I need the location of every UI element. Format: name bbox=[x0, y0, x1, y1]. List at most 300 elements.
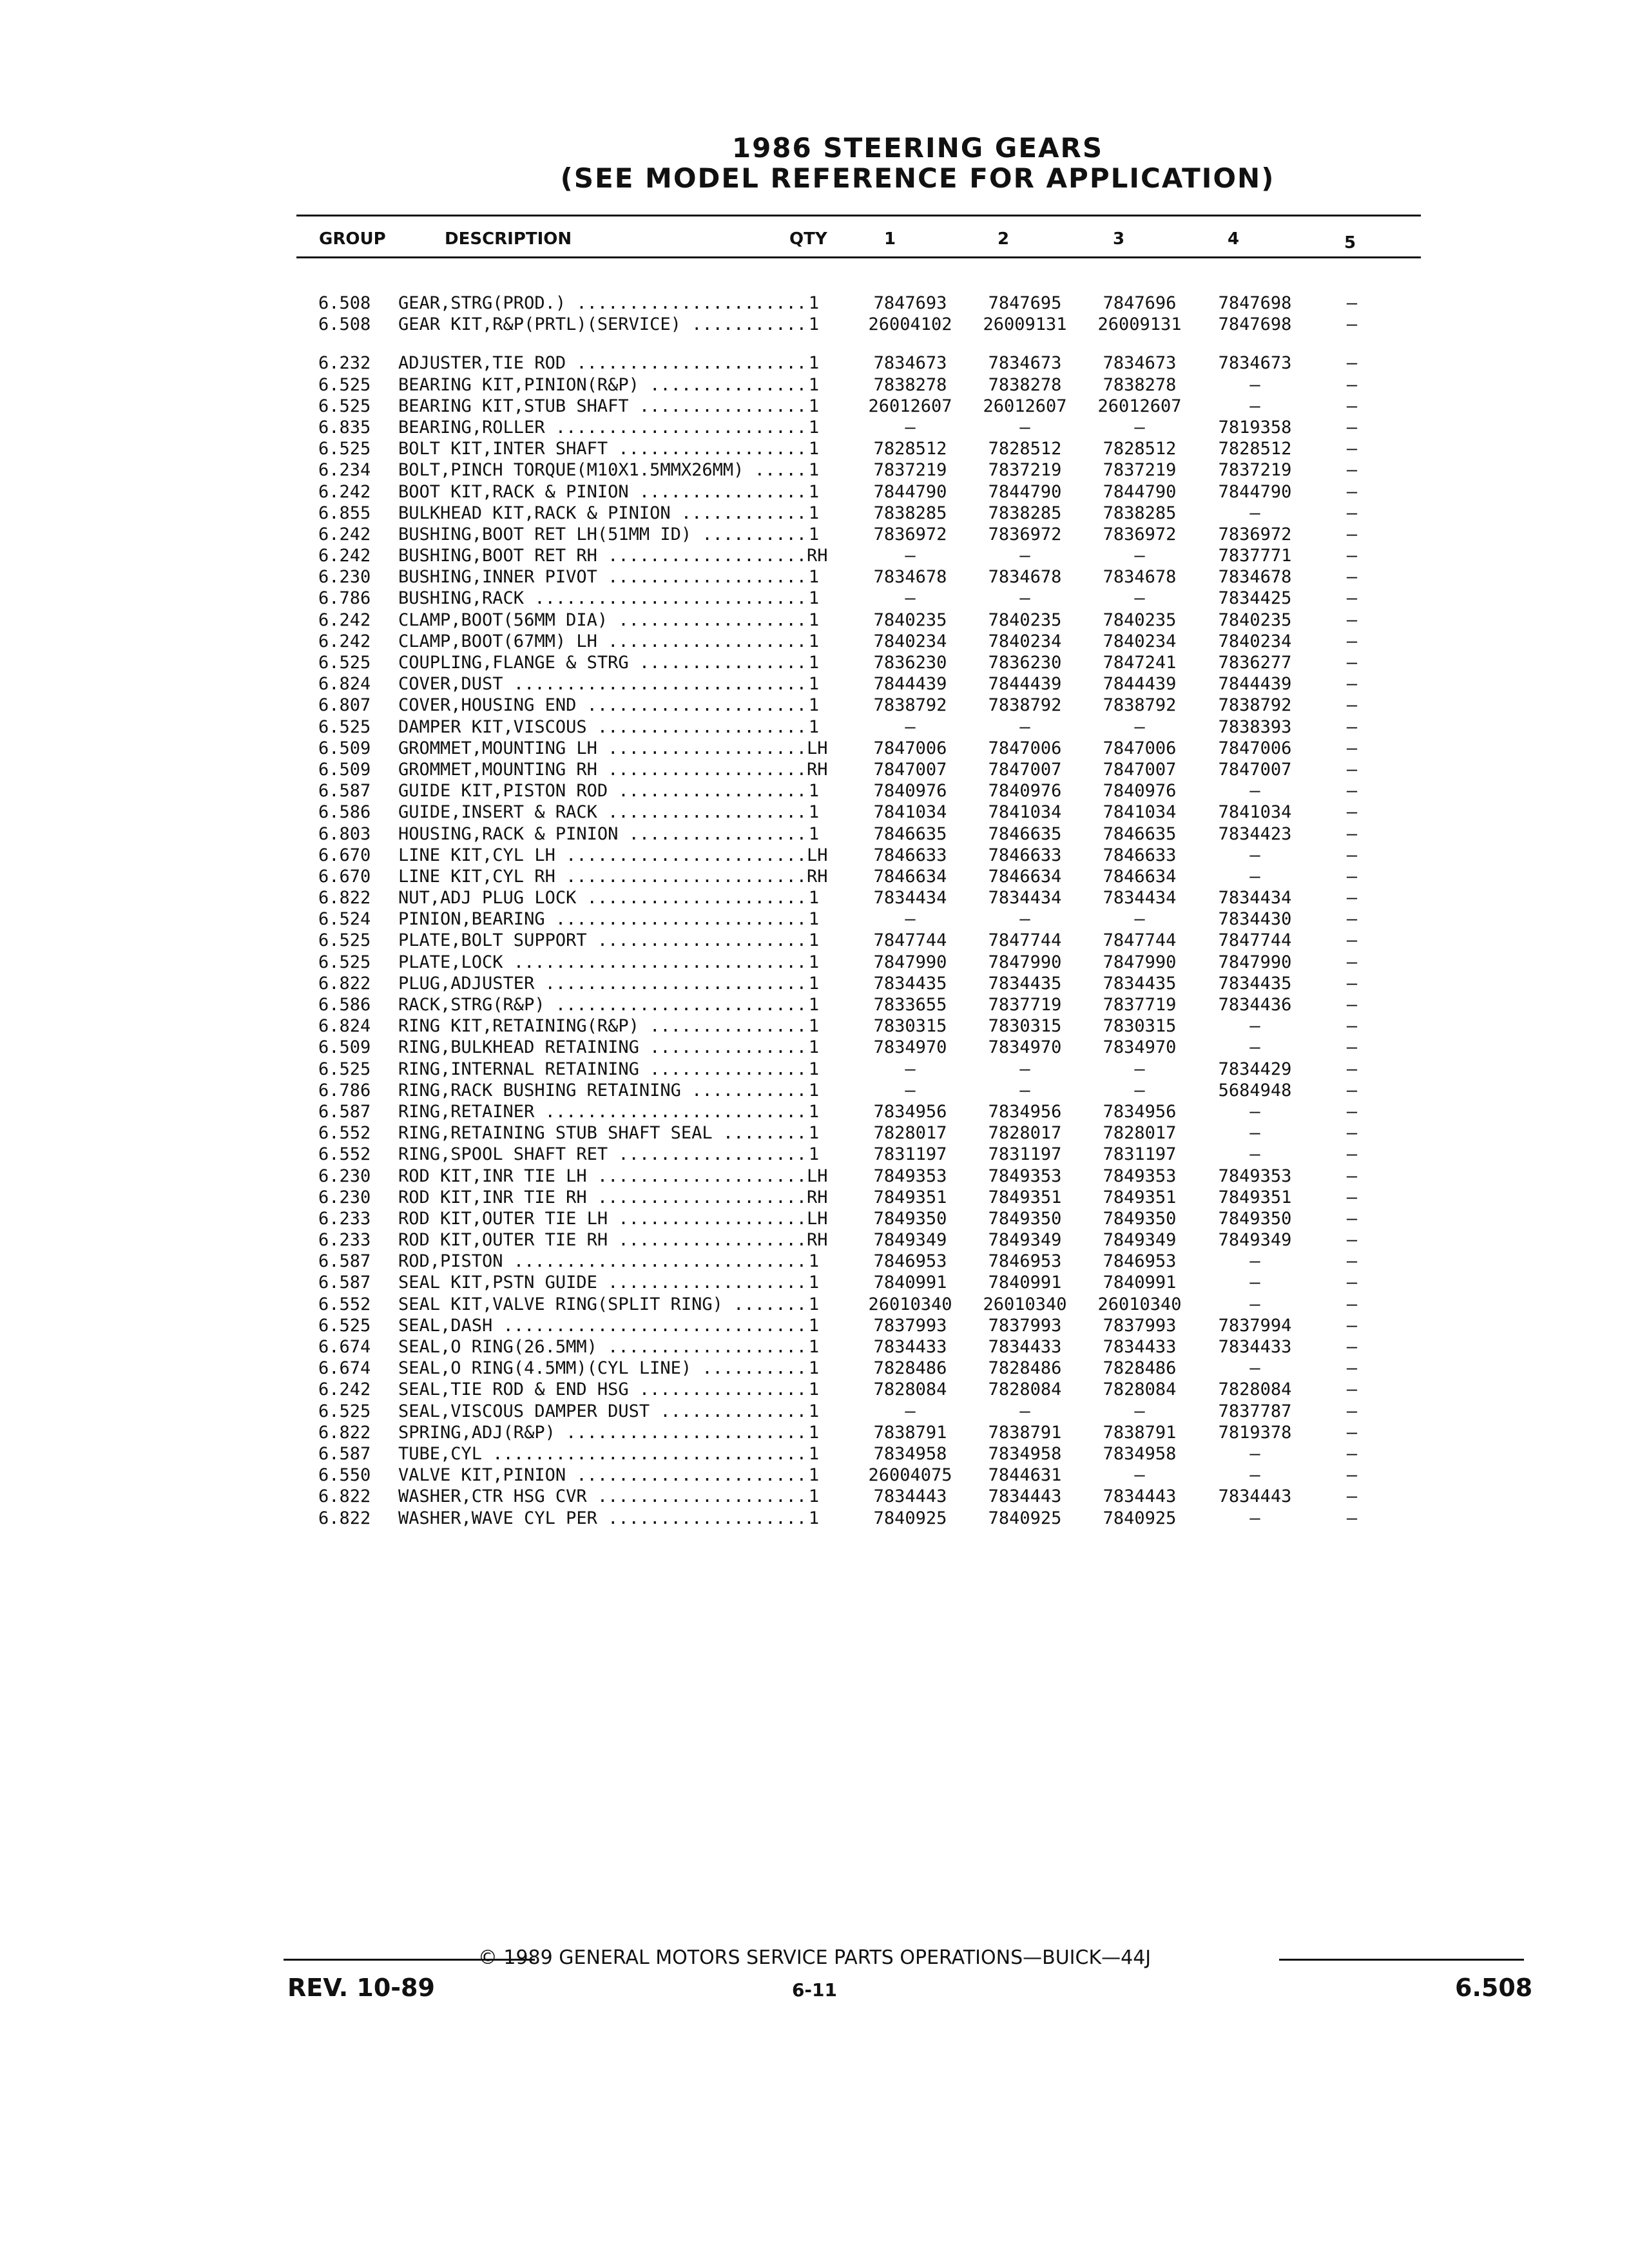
row-col-4: 7841034 bbox=[1218, 802, 1292, 823]
table-row bbox=[0, 293, 1629, 314]
row-group: 6.233 bbox=[318, 1208, 371, 1229]
row-description: PLATE,BOLT SUPPORT .................... bbox=[398, 930, 807, 951]
row-qty: 1 bbox=[808, 973, 820, 994]
dot-leader: ................... bbox=[597, 567, 807, 588]
row-col-3: 7831197 bbox=[1103, 1144, 1177, 1165]
row-qty: 1 bbox=[808, 524, 820, 544]
table-row bbox=[0, 1081, 1629, 1102]
row-col-1: 7838791 bbox=[873, 1422, 947, 1443]
row-col-2: 26009131 bbox=[983, 314, 1067, 335]
row-qty: 1 bbox=[808, 1294, 820, 1314]
row-col-4: 7834435 bbox=[1218, 973, 1292, 994]
row-col-5: — bbox=[1346, 1059, 1358, 1079]
row-col-5: — bbox=[1346, 695, 1358, 716]
table-row bbox=[0, 375, 1629, 396]
row-col-5: — bbox=[1346, 973, 1358, 994]
row-col-3: 7828512 bbox=[1103, 439, 1177, 459]
row-group: 6.552 bbox=[318, 1123, 371, 1144]
row-group: 6.674 bbox=[318, 1358, 371, 1379]
row-description: SEAL KIT,PSTN GUIDE ................... bbox=[398, 1273, 807, 1293]
row-col-5: — bbox=[1346, 1208, 1358, 1229]
row-col-2: 26010340 bbox=[983, 1294, 1067, 1314]
table-row bbox=[0, 588, 1629, 610]
row-col-1: 7834673 bbox=[873, 353, 947, 374]
row-group: 6.525 bbox=[318, 952, 371, 972]
dot-leader: ...................... bbox=[566, 1465, 807, 1486]
row-col-1: 7828512 bbox=[873, 439, 947, 459]
dot-leader: ............... bbox=[639, 1016, 807, 1037]
row-col-1: 7844790 bbox=[873, 481, 947, 502]
dot-leader: ............... bbox=[639, 374, 807, 395]
row-col-3: 7847241 bbox=[1103, 653, 1177, 673]
row-col-2: 7840925 bbox=[988, 1508, 1062, 1528]
row-col-2: 7838791 bbox=[988, 1422, 1062, 1443]
row-description: RING,BULKHEAD RETAINING ............... bbox=[398, 1037, 807, 1058]
row-description: GUIDE,INSERT & RACK ................... bbox=[398, 802, 807, 823]
row-col-1: 7828486 bbox=[873, 1358, 947, 1379]
row-col-5: — bbox=[1346, 610, 1358, 630]
row-description: ROD,PISTON ............................ bbox=[398, 1251, 807, 1272]
row-col-3: 7849353 bbox=[1103, 1166, 1177, 1186]
row-col-5: — bbox=[1346, 1037, 1358, 1058]
row-description: ROD KIT,INR TIE LH .................... bbox=[398, 1166, 807, 1186]
row-col-4: 7847007 bbox=[1218, 759, 1292, 780]
row-col-5: — bbox=[1346, 588, 1358, 609]
table-row bbox=[0, 1294, 1629, 1316]
row-description: PLUG,ADJUSTER ......................... bbox=[398, 973, 807, 994]
row-qty: RH bbox=[807, 759, 828, 780]
header-col-3: 3 bbox=[1113, 229, 1125, 249]
row-col-3: 7847744 bbox=[1103, 930, 1177, 951]
row-col-2: 7840991 bbox=[988, 1273, 1062, 1293]
row-qty: LH bbox=[807, 1166, 828, 1186]
row-col-5: — bbox=[1346, 1422, 1358, 1443]
row-col-5: — bbox=[1346, 460, 1358, 481]
row-col-5: — bbox=[1346, 1379, 1358, 1400]
row-col-2: 7834678 bbox=[988, 567, 1062, 588]
row-col-5: — bbox=[1346, 845, 1358, 865]
row-col-2: 7828512 bbox=[988, 439, 1062, 459]
row-description: ADJUSTER,TIE ROD ...................... bbox=[398, 353, 807, 374]
row-col-3: 7844790 bbox=[1103, 481, 1177, 502]
row-col-1: 7834958 bbox=[873, 1443, 947, 1464]
row-col-5: — bbox=[1346, 1080, 1358, 1100]
table-row bbox=[0, 631, 1629, 653]
row-col-3: 7836972 bbox=[1103, 524, 1177, 544]
table-row bbox=[0, 781, 1629, 802]
row-col-3: 7846633 bbox=[1103, 845, 1177, 865]
table-row bbox=[0, 460, 1629, 481]
row-group: 6.822 bbox=[318, 973, 371, 994]
dot-leader: ................... bbox=[597, 631, 807, 651]
row-col-2: 7846634 bbox=[988, 866, 1062, 887]
row-col-5: — bbox=[1346, 481, 1358, 502]
row-col-1: 7830315 bbox=[873, 1016, 947, 1037]
row-col-4: 5684948 bbox=[1218, 1080, 1292, 1100]
row-col-3: 7834434 bbox=[1103, 888, 1177, 908]
row-col-2: 7847006 bbox=[988, 738, 1062, 758]
table-row bbox=[0, 546, 1629, 567]
row-col-3: — bbox=[1134, 417, 1145, 437]
row-col-4: 7834443 bbox=[1218, 1486, 1292, 1507]
row-group: 6.855 bbox=[318, 503, 371, 523]
row-col-1: 7846953 bbox=[873, 1251, 947, 1272]
row-col-4: 7834678 bbox=[1218, 567, 1292, 588]
row-col-1: — bbox=[905, 588, 916, 609]
row-col-5: — bbox=[1346, 759, 1358, 780]
row-col-5: — bbox=[1346, 439, 1358, 459]
dot-leader: ........................ bbox=[545, 995, 807, 1015]
row-group: 6.524 bbox=[318, 909, 371, 930]
row-col-4: — bbox=[1249, 1358, 1260, 1379]
row-group: 6.550 bbox=[318, 1465, 371, 1486]
row-col-4: 7834430 bbox=[1218, 909, 1292, 930]
row-col-3: 7834956 bbox=[1103, 1101, 1177, 1122]
row-description: WASHER,WAVE CYL PER ................... bbox=[398, 1508, 807, 1528]
row-qty: RH bbox=[807, 1230, 828, 1251]
row-col-5: — bbox=[1346, 1508, 1358, 1528]
row-col-5: — bbox=[1346, 1166, 1358, 1186]
dot-leader: ........ bbox=[712, 1123, 807, 1144]
row-col-5: — bbox=[1346, 396, 1358, 416]
row-col-5: — bbox=[1346, 1123, 1358, 1144]
row-col-5: — bbox=[1346, 1144, 1358, 1165]
row-group: 6.509 bbox=[318, 738, 371, 758]
row-col-1: 26004102 bbox=[868, 314, 952, 335]
row-description: GUIDE KIT,PISTON ROD .................. bbox=[398, 781, 807, 802]
row-col-5: — bbox=[1346, 293, 1358, 313]
row-col-4: 7834673 bbox=[1218, 353, 1292, 374]
row-col-4: 7849350 bbox=[1218, 1208, 1292, 1229]
row-group: 6.230 bbox=[318, 567, 371, 588]
row-group: 6.242 bbox=[318, 610, 371, 630]
row-col-4: — bbox=[1249, 1465, 1260, 1486]
row-col-4: — bbox=[1249, 1508, 1260, 1528]
row-col-3: 7849349 bbox=[1103, 1230, 1177, 1251]
table-row bbox=[0, 930, 1629, 952]
row-col-4: 7828512 bbox=[1218, 439, 1292, 459]
row-col-5: — bbox=[1346, 716, 1358, 737]
row-col-5: — bbox=[1346, 1358, 1358, 1379]
row-description: HOUSING,RACK & PINION ................. bbox=[398, 823, 807, 844]
row-qty: 1 bbox=[808, 588, 820, 609]
row-qty: 1 bbox=[808, 503, 820, 523]
row-col-5: — bbox=[1346, 1273, 1358, 1293]
header-col-5: 5 bbox=[1344, 233, 1356, 253]
row-col-2: 7847744 bbox=[988, 930, 1062, 951]
row-qty: RH bbox=[807, 1187, 828, 1207]
row-col-5: — bbox=[1346, 866, 1358, 887]
row-col-3: 7844439 bbox=[1103, 674, 1177, 695]
row-col-5: — bbox=[1346, 1465, 1358, 1486]
dot-leader: .......................... bbox=[524, 588, 807, 609]
row-col-1: 7838285 bbox=[873, 503, 947, 523]
dot-leader: ............ bbox=[670, 503, 807, 523]
row-col-5: — bbox=[1346, 802, 1358, 823]
row-col-1: 7834443 bbox=[873, 1486, 947, 1507]
row-description: BUSHING,BOOT RET LH(51MM ID) .......... bbox=[398, 524, 807, 544]
dot-leader: ............... bbox=[639, 1037, 807, 1058]
table-row bbox=[0, 802, 1629, 823]
dot-leader: ................ bbox=[628, 481, 807, 502]
row-description: GROMMET,MOUNTING LH ................... bbox=[398, 738, 807, 758]
row-col-1: — bbox=[905, 546, 916, 566]
row-col-4: 7837771 bbox=[1218, 546, 1292, 566]
row-col-5: — bbox=[1346, 631, 1358, 651]
row-qty: 1 bbox=[808, 1315, 820, 1336]
row-description: WASHER,CTR HSG CVR .................... bbox=[398, 1486, 807, 1507]
row-col-2: 7834435 bbox=[988, 973, 1062, 994]
header-top-rule bbox=[296, 215, 1421, 216]
header-col-4: 4 bbox=[1228, 229, 1240, 249]
footer-revision: REV. 10-89 bbox=[287, 1974, 435, 2002]
row-qty: 1 bbox=[808, 439, 820, 459]
row-col-3: 7840991 bbox=[1103, 1273, 1177, 1293]
row-qty: 1 bbox=[808, 1101, 820, 1122]
row-col-1: 26004075 bbox=[868, 1465, 952, 1486]
row-col-1: — bbox=[905, 1080, 916, 1100]
row-col-3: 7840925 bbox=[1103, 1508, 1177, 1528]
table-row bbox=[0, 1209, 1629, 1230]
row-col-2: 7828017 bbox=[988, 1123, 1062, 1144]
row-col-1: — bbox=[905, 1059, 916, 1079]
row-col-5: — bbox=[1346, 952, 1358, 972]
row-description: BEARING KIT,PINION(R&P) ............... bbox=[398, 374, 807, 395]
row-col-4: — bbox=[1249, 1101, 1260, 1122]
row-col-4: 7847006 bbox=[1218, 738, 1292, 758]
dot-leader: .................... bbox=[586, 1187, 807, 1207]
row-group: 6.525 bbox=[318, 1401, 371, 1421]
dot-leader: .................. bbox=[608, 1208, 807, 1229]
row-col-1: 7849349 bbox=[873, 1230, 947, 1251]
row-col-2: 7834443 bbox=[988, 1486, 1062, 1507]
row-col-2: — bbox=[1019, 716, 1030, 737]
row-col-1: 7828084 bbox=[873, 1379, 947, 1400]
row-col-1: 26012607 bbox=[868, 396, 952, 416]
row-col-1: 7834956 bbox=[873, 1101, 947, 1122]
table-row bbox=[0, 1423, 1629, 1444]
footer-copyright: © 1989 GENERAL MOTORS SERVICE PARTS OPERATIONS—BUICK—44J bbox=[477, 1946, 1152, 1969]
row-col-1: 7840991 bbox=[873, 1273, 947, 1293]
row-col-3: 7838285 bbox=[1103, 503, 1177, 523]
row-col-2: 7828084 bbox=[988, 1379, 1062, 1400]
row-col-4: — bbox=[1249, 374, 1260, 395]
row-qty: LH bbox=[807, 738, 828, 758]
row-description: COVER,DUST ............................ bbox=[398, 674, 807, 695]
row-description: GROMMET,MOUNTING RH ................... bbox=[398, 759, 807, 780]
row-group: 6.525 bbox=[318, 716, 371, 737]
row-group: 6.824 bbox=[318, 674, 371, 695]
row-group: 6.807 bbox=[318, 695, 371, 716]
row-description: RACK,STRG(R&P) ........................ bbox=[398, 995, 807, 1015]
footer-section-number: 6.508 bbox=[1455, 1974, 1533, 2002]
row-col-4: 7849349 bbox=[1218, 1230, 1292, 1251]
row-col-2: 7846633 bbox=[988, 845, 1062, 865]
row-col-4: 7834433 bbox=[1218, 1337, 1292, 1357]
row-group: 6.525 bbox=[318, 396, 371, 416]
parts-table bbox=[0, 293, 1629, 1530]
row-col-5: — bbox=[1346, 674, 1358, 695]
row-col-4: 7836277 bbox=[1218, 653, 1292, 673]
row-qty: 1 bbox=[808, 674, 820, 695]
row-col-3: 7849350 bbox=[1103, 1208, 1177, 1229]
dot-leader: ................... bbox=[597, 802, 807, 823]
table-row bbox=[0, 567, 1629, 588]
row-group: 6.835 bbox=[318, 417, 371, 437]
row-col-3: — bbox=[1134, 716, 1145, 737]
row-col-2: 7836972 bbox=[988, 524, 1062, 544]
row-qty: 1 bbox=[808, 695, 820, 716]
table-row bbox=[0, 314, 1629, 336]
row-qty: 1 bbox=[808, 1337, 820, 1357]
row-col-3: — bbox=[1134, 1080, 1145, 1100]
row-col-5: — bbox=[1346, 995, 1358, 1015]
row-qty: 1 bbox=[808, 1422, 820, 1443]
row-col-1: 7837219 bbox=[873, 460, 947, 481]
row-col-1: 7836972 bbox=[873, 524, 947, 544]
row-col-3: 7849351 bbox=[1103, 1187, 1177, 1207]
row-col-4: 7844790 bbox=[1218, 481, 1292, 502]
row-col-5: — bbox=[1346, 546, 1358, 566]
row-col-2: 7828486 bbox=[988, 1358, 1062, 1379]
table-row bbox=[0, 353, 1629, 374]
row-col-4: 7847698 bbox=[1218, 293, 1292, 313]
row-qty: 1 bbox=[808, 952, 820, 972]
table-row bbox=[0, 1251, 1629, 1273]
table-row bbox=[0, 1508, 1629, 1530]
row-col-2: — bbox=[1019, 1401, 1030, 1421]
row-qty: 1 bbox=[808, 1379, 820, 1400]
row-col-5: — bbox=[1346, 1401, 1358, 1421]
dot-leader: .................... bbox=[586, 716, 807, 737]
row-col-4: 7828084 bbox=[1218, 1379, 1292, 1400]
dot-leader: ............................ bbox=[503, 952, 807, 972]
row-group: 6.674 bbox=[318, 1337, 371, 1357]
row-col-4: 7819358 bbox=[1218, 417, 1292, 437]
row-qty: 1 bbox=[808, 567, 820, 588]
row-col-2: 7837993 bbox=[988, 1315, 1062, 1336]
row-col-4: — bbox=[1249, 781, 1260, 802]
row-col-4: 7847990 bbox=[1218, 952, 1292, 972]
row-group: 6.587 bbox=[318, 1101, 371, 1122]
table-row bbox=[0, 909, 1629, 930]
row-col-1: 7838792 bbox=[873, 695, 947, 716]
row-col-2: 7831197 bbox=[988, 1144, 1062, 1165]
row-qty: 1 bbox=[808, 1401, 820, 1421]
row-col-5: — bbox=[1346, 524, 1358, 544]
dot-leader: ................... bbox=[597, 1273, 807, 1293]
dot-leader: ............... bbox=[639, 1059, 807, 1079]
row-col-3: 7847696 bbox=[1103, 293, 1177, 313]
row-col-4: 7837994 bbox=[1218, 1315, 1292, 1336]
dot-leader: ..................... bbox=[576, 888, 807, 908]
row-col-5: — bbox=[1346, 738, 1358, 758]
table-row bbox=[0, 503, 1629, 524]
row-group: 6.525 bbox=[318, 1059, 371, 1079]
row-group: 6.232 bbox=[318, 353, 371, 374]
row-col-3: — bbox=[1134, 1465, 1145, 1486]
row-group: 6.586 bbox=[318, 995, 371, 1015]
row-col-3: 7837219 bbox=[1103, 460, 1177, 481]
row-description: LINE KIT,CYL LH ....................... bbox=[398, 845, 807, 865]
row-group: 6.552 bbox=[318, 1294, 371, 1314]
row-group: 6.803 bbox=[318, 823, 371, 844]
row-col-1: 7841034 bbox=[873, 802, 947, 823]
row-col-2: 7844790 bbox=[988, 481, 1062, 502]
row-col-3: 7834435 bbox=[1103, 973, 1177, 994]
table-row bbox=[0, 610, 1629, 631]
dot-leader: ....................... bbox=[555, 845, 807, 865]
row-col-1: 7836230 bbox=[873, 653, 947, 673]
table-row bbox=[0, 695, 1629, 716]
dot-leader: .................. bbox=[608, 1230, 807, 1251]
row-col-1: 7834435 bbox=[873, 973, 947, 994]
dot-leader: .................... bbox=[586, 1486, 807, 1507]
row-col-4: 7836972 bbox=[1218, 524, 1292, 544]
row-description: ROD KIT,INR TIE RH .................... bbox=[398, 1187, 807, 1207]
row-col-1: 7846634 bbox=[873, 866, 947, 887]
row-description: SEAL,DASH ............................. bbox=[398, 1315, 807, 1336]
header-col-1: 1 bbox=[884, 229, 896, 249]
row-col-2: — bbox=[1019, 1080, 1030, 1100]
row-col-2: 7846953 bbox=[988, 1251, 1062, 1272]
row-group: 6.670 bbox=[318, 845, 371, 865]
table-row bbox=[0, 396, 1629, 418]
row-description: ROD KIT,OUTER TIE LH .................. bbox=[398, 1208, 807, 1229]
row-group: 6.822 bbox=[318, 1422, 371, 1443]
row-col-5: — bbox=[1346, 1294, 1358, 1314]
row-qty: 1 bbox=[808, 293, 820, 313]
row-description: RING KIT,RETAINING(R&P) ............... bbox=[398, 1016, 807, 1037]
row-qty: 1 bbox=[808, 930, 820, 951]
dot-leader: ................... bbox=[597, 1508, 807, 1528]
row-col-3: 7840235 bbox=[1103, 610, 1177, 630]
row-group: 6.822 bbox=[318, 1508, 371, 1528]
row-qty: LH bbox=[807, 1208, 828, 1229]
row-col-2: 7847695 bbox=[988, 293, 1062, 313]
dot-leader: .................. bbox=[608, 1144, 807, 1165]
row-col-1: 7833655 bbox=[873, 995, 947, 1015]
row-group: 6.587 bbox=[318, 1273, 371, 1293]
row-col-3: 7846634 bbox=[1103, 866, 1177, 887]
row-group: 6.242 bbox=[318, 1379, 371, 1400]
row-col-5: — bbox=[1346, 1187, 1358, 1207]
row-group: 6.525 bbox=[318, 439, 371, 459]
row-group: 6.670 bbox=[318, 866, 371, 887]
row-col-5: — bbox=[1346, 909, 1358, 930]
row-col-5: — bbox=[1346, 781, 1358, 802]
row-qty: 1 bbox=[808, 374, 820, 395]
table-row bbox=[0, 1230, 1629, 1251]
dot-leader: ................... bbox=[597, 1337, 807, 1357]
dot-leader: ............................. bbox=[492, 1315, 807, 1336]
row-col-1: 7834434 bbox=[873, 888, 947, 908]
row-description: RING,RETAINER ......................... bbox=[398, 1101, 807, 1122]
row-group: 6.242 bbox=[318, 546, 371, 566]
row-col-5: — bbox=[1346, 930, 1358, 951]
row-col-4: 7838792 bbox=[1218, 695, 1292, 716]
row-col-4: 7834436 bbox=[1218, 995, 1292, 1015]
row-col-2: — bbox=[1019, 1059, 1030, 1079]
row-col-2: 7844631 bbox=[988, 1465, 1062, 1486]
row-group: 6.242 bbox=[318, 481, 371, 502]
row-description: CLAMP,BOOT(56MM DIA) .................. bbox=[398, 610, 807, 630]
dot-leader: ................... bbox=[597, 546, 807, 566]
row-group: 6.230 bbox=[318, 1166, 371, 1186]
row-group: 6.587 bbox=[318, 1251, 371, 1272]
row-col-1: 7831197 bbox=[873, 1144, 947, 1165]
row-description: BUSHING,RACK .......................... bbox=[398, 588, 807, 609]
